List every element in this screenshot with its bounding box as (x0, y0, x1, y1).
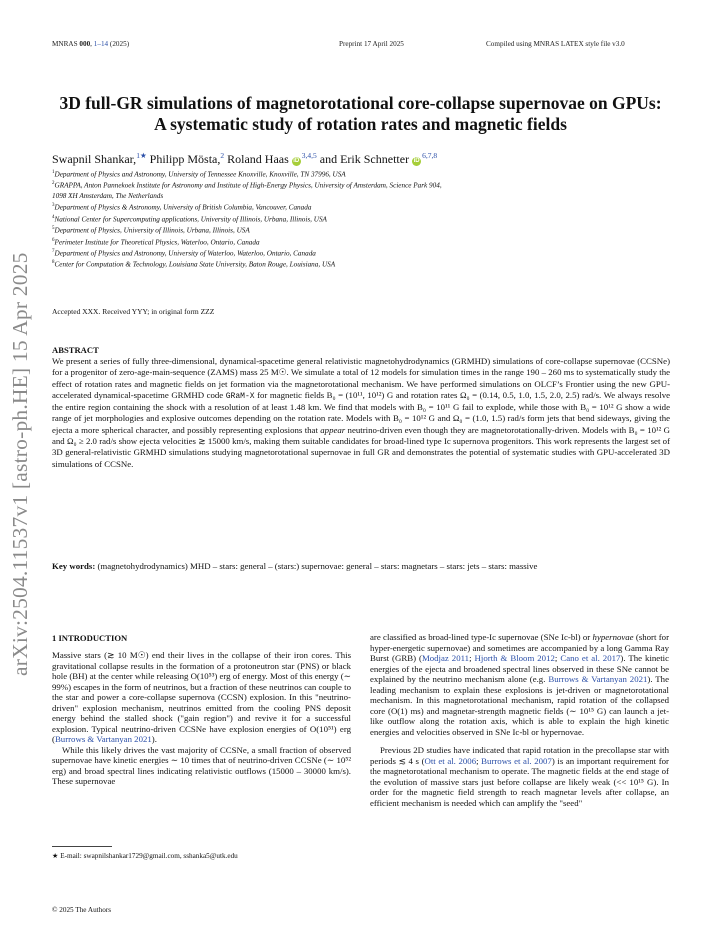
abstract-body: We present a series of fully three-dimensional, dynamical-spacetime general relativistic magnetohydrodynamics (GRMHD) simulations of core-collapse supernovae (CCSNe) for a progenitor of zero-age-main-sequence (ZAMS) mass 25 M☉. We simulate a total of 12 models for simulation times in the range 190 – 260 ms to systematically study the effect of rotation rates and magnetic fields on jet formation via the magnetorotational mechanism. We have performed simulations on OLCF’s Frontier using the new GPU-accelerated dynamical-spacetime GRMHD code GRaM-X for magnetic fields B₀ = (10¹¹, 10¹²) G and rotation rates Ω₀ = (0.14, 0.5, 1.0, 1.5, 2.0, 2.5) rad/s. We always resolve the entire region containing the shock with a resolution of at least 1.48 km. We find that models with B₀ = 10¹¹ G fail to explode, while those with B₀ = 10¹² G show a wide range of jet morphologies and explosive outcomes depending on the rotation rate. Models with B₀ = 10¹² G and Ω₀ = (1.0, 1.5) rad/s form jets that bend sideways, giving the ejecta a more spherical character, and possibly representing explosions that appear neutrino-driven even though they are magnetorotationally-driven. Models with B₀ = 10¹² G and Ω₀ ≥ 2.0 rad/s show ejecta velocities ≳ 15000 km/s, making them suitable candidates for broad-lined type Ic supernova progenitors. This work represents the largest set of 3D general-relativistic GRMHD simulations studying magnetorotational supernovae in full GR and demonstrates the potential of systematic studies with GPU-accelerated 3D simulations of CCSNe. (52, 356, 670, 469)
orcid-icon[interactable]: iD (293, 158, 300, 164)
affiliation: $^8$Center for Computation & Technology, Louisiana State University, Baton Rouge, Louisiana, USA (52, 260, 336, 269)
paragraph: Massive stars (≳ 10 M☉) end their lives in the collapse of their iron cores. This gravitational collapse results in the formation of a protoneutron star (PNS) or black hole (BH) at the center while releasing O(10⁵³) erg of energy. Most of this energy (∼ 99%) escapes in the form of neutrinos, but a fraction of these neutrinos can couple to the star and power a core-collapse supernova (CCSN) explosion. In this "neutrino-driven" explosion mechanism, neutrinos emitted from the cooling PNS deposit energy behind the stalled shock ("gain region") and revive it for a successful explosion. Typical neutrino-driven CCSNe have explosion energies of O(10⁵¹) erg (Burrows & Vartanyan 2021). (52, 650, 351, 744)
affiliation-marker[interactable]: 2 (220, 151, 225, 160)
section-heading: 1 INTRODUCTION (52, 633, 128, 643)
right-column (370, 632, 669, 808)
copyright-notice: © 2025 The Authors (52, 906, 112, 914)
running-header-journal: MNRAS 000, 1–14 (2025) (52, 40, 130, 48)
keywords: Key words: (magnetohydrodynamics) MHD – stars: general – (stars:) supernovae: general – stars: magnetars – stars: jets – stars: massive (52, 561, 538, 571)
affiliation-marker[interactable]: 3,4,5 (301, 151, 317, 160)
orcid-icon[interactable]: iD (413, 158, 420, 164)
citation-link[interactable]: Modjaz 2011 (421, 653, 470, 663)
affiliation: $^2$GRAPPA, Anton Pannekoek Institute for Astronomy and Institute of High-Energy Physics, University of Amsterdam, Science Park 904, (52, 181, 442, 190)
page-range-link[interactable]: 1–14 (93, 40, 109, 48)
author-name: Roland Haas (227, 152, 289, 166)
citation-link[interactable]: Hjorth & Bloom 2012 (474, 653, 555, 663)
left-column (52, 650, 351, 787)
affiliation-list (52, 168, 672, 270)
acceptance-line: Accepted XXX. Received YYY; in original form ZZZ (52, 307, 215, 316)
code-name: GRaM-X (225, 391, 255, 401)
author-name: Philipp Mösta, (149, 152, 221, 166)
affiliation: $^3$Department of Physics & Astronomy, University of British Columbia, Vancouver, Canada (52, 203, 312, 212)
arxiv-stamp: arXiv:2504.11537v1 [astro-ph.HE] 15 Apr 2025 (8, 252, 32, 676)
citation-link[interactable]: Cano et al. 2017 (560, 653, 621, 663)
paragraph: While this likely drives the vast majority of CCSNe, a small fraction of observed supernovae have kinetic energies ∼ 10 times that of neutrino-driven CCSNe (∼ 10⁵² erg) and broad spectral lines indicating relativistic outflows (15000 – 30000 km/s). These supernovae (52, 744, 351, 786)
affiliation: $^7$Department of Physics and Astronomy, University of Waterloo, Waterloo, Ontario, Canada (52, 249, 316, 258)
abstract-heading: ABSTRACT (52, 345, 99, 355)
citation-link[interactable]: Burrows et al. 2007 (481, 755, 552, 766)
author-list (52, 151, 437, 167)
author-name: Swapnil Shankar, (52, 152, 137, 166)
paper-title: 3D full-GR simulations of magnetorotational core-collapse supernovae on GPUs: A systematic study of rotation rates and magnetic fields (59, 93, 662, 134)
affiliation: $^5$Department of Physics, University of Illinois, Urbana, Illinois, USA (52, 226, 250, 235)
running-header-compiled: Compiled using MNRAS LATEX style file v3.0 (486, 40, 625, 48)
citation-link[interactable]: Ott et al. 2006 (424, 755, 477, 766)
footnote-rule (52, 846, 112, 847)
affiliation: 1098 XH Amsterdam, The Netherlands (52, 191, 164, 200)
paragraph: Previous 2D studies have indicated that rapid rotation in the precollapse star with periods ≲ 4 s (Ott et al. 2006; Burrows et al. 2007) is an important requirement for the magnetorotational mechanism to operate. The magnetic fields at the end stage of the evolution of massive stars just before collapse are likely weak (<< 10¹⁵ G). In order for the magnetic field strength to reach magnetar levels after collapse, an efficient mechanism is needed which can amplify the "seed" (370, 745, 669, 808)
affiliation: $^1$Department of Physics and Astronomy, University of Tennessee Knoxville, Knoxville, TN 37996, USA (52, 170, 346, 179)
running-header-preprint: Preprint 17 April 2025 (339, 40, 404, 48)
keywords-label: Key words: (52, 561, 96, 571)
author-name: and Erik Schnetter (319, 152, 410, 166)
paragraph: are classified as broad-lined type-Ic supernovae (SNe Ic-bl) or hypernovae (short for hyper-energetic supernovae) and sometimes are accompanied by a long Gamma Ray Burst (GRB) (Modjaz 2011; Hjorth & Bloom 2012; Cano et al. 2017). The kinetic energies of the ejecta and broadened spectral lines observed in these SNe cannot be explained by the neutrino mechanism alone (e.g. Burrows & Vartanyan 2021). The leading mechanism to explain these explosions is jet-driven or magnetorotational mechanism. In this magnetorotational mechanism, rapid rotation of the collapsed core (O(1) ms) and magnetar-strength magnetic fields (∼ 10¹⁵ G) can launch a jet-like outflow along the rotation axis, which is able to explain the high kinetic energies and velocities observed in SNe Ic-bl or hypernovae. (370, 632, 669, 737)
affiliation: $^4$National Center for Supercomputing applications, University of Illinois, Urbana, Illinois, USA (52, 214, 327, 223)
citation-link[interactable]: Burrows & Vartanyan 2021 (548, 674, 648, 684)
footnote-email: ★ E-mail: swapnilshankar1729@gmail.com, sshanka5@utk.edu (52, 852, 238, 860)
affiliation-marker[interactable]: 1★ (136, 151, 147, 160)
affiliation-marker[interactable]: 6,7,8 (422, 151, 438, 160)
affiliation: $^6$Perimeter Institute for Theoretical Physics, Waterloo, Ontario, Canada (52, 237, 260, 246)
citation-link[interactable]: Burrows & Vartanyan 2021 (54, 734, 152, 744)
